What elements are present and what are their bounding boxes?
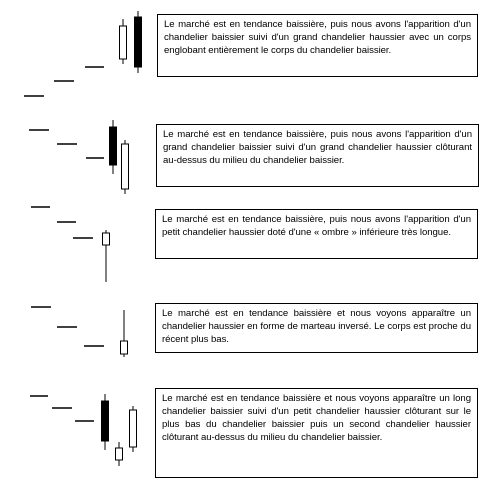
pattern-3-description: Le marché est en tendance baissière, puis nous avons l'apparition d'un petit chandelier haussier doté d'une « ombre » inférieure très longue. — [155, 209, 478, 259]
pattern-4-chart — [0, 295, 160, 380]
pattern-2-description: Le marché est en tendance baissière, puis nous avons l'apparition d'un grand chandelier baissier suivi d'un grand chandelier haussier clôturant au-dessus du milieu du chandelier baissier. — [156, 124, 479, 187]
pattern-row-3 — [0, 200, 488, 285]
bullish-candle-body — [122, 144, 129, 189]
bearish-candle-body — [135, 17, 142, 67]
bearish-candle-body — [110, 127, 117, 165]
bullish-candle-body — [120, 26, 127, 59]
pattern-2-chart — [0, 110, 160, 200]
inverted-hammer-body — [121, 341, 128, 354]
hammer-candle-body — [103, 233, 110, 245]
pattern-5-chart — [0, 380, 160, 482]
pattern-3-chart — [0, 200, 160, 285]
pattern-1-description: Le marché est en tendance baissière, puis nous avons l'apparition d'un chandelier baissier suivi d'un grand chandelier haussier avec un corps englobant entièrement le corps du chandelier baissier. — [157, 14, 478, 77]
pattern-row-1 — [0, 0, 488, 110]
pattern-row-4 — [0, 295, 488, 380]
pattern-4-description: Le marché est en tendance baissière et nous voyons apparaître un chandelier haussier en forme de marteau inversé. Le corps est proche du récent plus bas. — [155, 303, 478, 353]
small-bullish-candle-body — [116, 448, 123, 460]
pattern-row-5 — [0, 380, 488, 482]
pattern-5-description: Le marché est en tendance baissière et nous voyons apparaître un long chandelier baissier suivi d'un petit chandelier haussier clôturant sur le plus bas du chandelier baissier puis un second chandelier haussier clôturant au-dessus du milieu du chandelier baissier. — [155, 388, 478, 478]
pattern-1-chart — [0, 0, 160, 110]
bearish-candle-body — [102, 401, 109, 441]
bullish-candle-body — [130, 410, 137, 447]
pattern-row-2 — [0, 110, 488, 200]
